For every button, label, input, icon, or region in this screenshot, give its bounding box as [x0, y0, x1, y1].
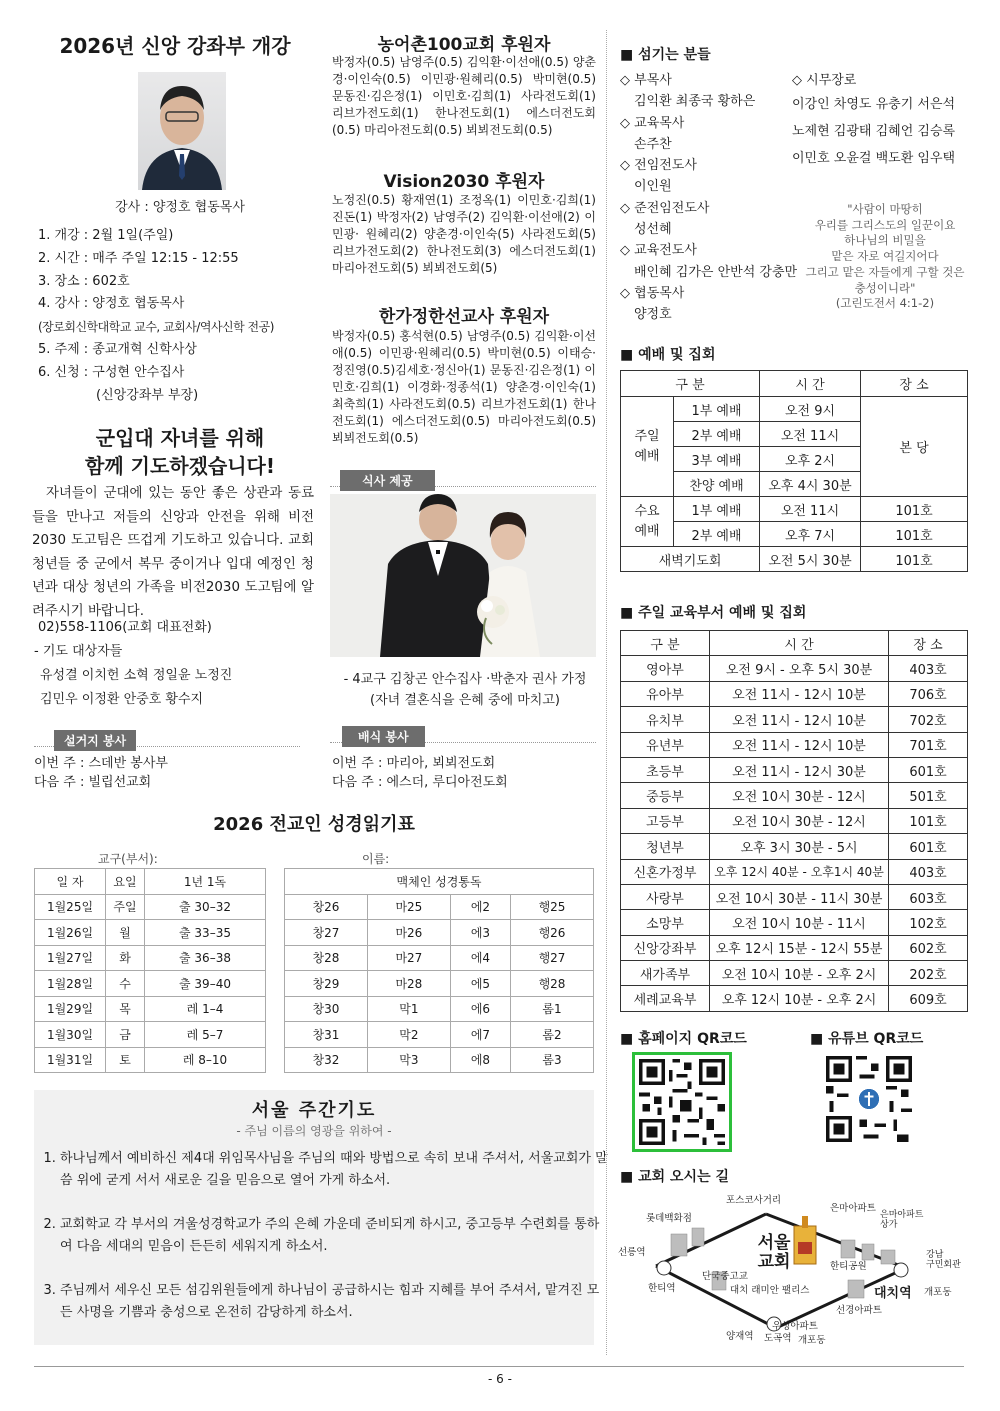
dept-name: 신혼가정부: [621, 859, 710, 884]
map-label: 포스코사거리: [726, 1195, 782, 1206]
reading-passage: 창29: [285, 971, 368, 997]
reading-day: 금: [106, 1022, 145, 1048]
lecture-item: 3. 장소 : 602호: [38, 273, 130, 289]
lecture-caption: 강사 : 양정호 협동목사: [115, 200, 245, 215]
service-name: 3부 예배: [674, 447, 760, 472]
table-row: [285, 945, 594, 971]
military-title-line2: 함께 기도하겠습니다!: [85, 454, 275, 478]
map-label-church: 서울 교회: [757, 1233, 791, 1272]
dept-name: 유아부: [621, 681, 710, 706]
donor-list: 박정자(0.5) 남영주(0.5) 김익환·이선애(0.5) 양춘경·이인숙(0.5) 이민광·원혜리(0.5) 박미현(0.5) 문동진·김은정(1) 이민호·김희(1) 사라전도회(1) 리브가전도회(1) 한나전도회(1) 에스더전도회(0.5) 마리아전도회(0.5) 뵈뵈전도회(0.5): [332, 55, 596, 137]
map-label: 단국중고교: [702, 1271, 748, 1282]
table-row: [35, 1022, 266, 1048]
military-title: [30, 424, 330, 480]
reading-passage: 에7: [450, 1022, 510, 1048]
reading-passage: 레 8–10: [145, 1047, 266, 1073]
service-time: 오전 5시 30분: [760, 547, 861, 572]
dept-name: 세례교육부: [621, 986, 710, 1011]
reading-passage: 에2: [450, 894, 510, 920]
reading-day: 월: [106, 920, 145, 946]
dept-name: 신앙강좌부: [621, 935, 710, 960]
page-number: - 6 -: [488, 1372, 512, 1386]
reading-passage: 에8: [450, 1047, 510, 1073]
server-names: 김익환 최종국 황하은: [634, 94, 756, 110]
worship-head: 장 소: [861, 371, 968, 397]
dish-header: [34, 730, 300, 747]
table-row: [621, 884, 968, 909]
worship-head: 시 간: [760, 371, 861, 397]
server-role: ◇ 전임전도사: [620, 158, 697, 174]
military-names: 유성결 이치헌 소혁 정일윤 노정진: [40, 668, 233, 683]
map-label: 대치 래미안 팰리스: [730, 1285, 810, 1296]
verse-line: 하나님의 비밀을: [844, 233, 926, 248]
lecture-title: 2026년 신앙 강좌부 개강: [59, 34, 291, 58]
meal-family: - 4교구 김창곤 안수집사 ·박춘자 권사 가정: [343, 672, 587, 687]
dept-name: 영아부: [621, 656, 710, 681]
reading-passage: 행27: [511, 945, 594, 971]
service-name: 2부 예배: [674, 522, 760, 547]
table-row: [285, 1022, 594, 1048]
edu-head: 구 분: [621, 631, 710, 656]
sunday-label: 주일 예배: [621, 397, 674, 497]
reading-day: 주일: [106, 894, 145, 920]
worship-title: ■ 예배 및 집회: [620, 344, 715, 364]
dept-time: 오전 10시 30분 - 12시: [710, 808, 889, 833]
server-names: 양정호: [634, 307, 672, 323]
reading-table-year: [34, 868, 266, 1073]
dept-name: 청년부: [621, 834, 710, 859]
lecture-item: 5. 주제 : 종교개혁 신학사상: [38, 341, 197, 357]
dept-time: 오전 11시 - 12시 10분: [710, 681, 889, 706]
meal-header: [330, 470, 596, 487]
dept-name: 고등부: [621, 808, 710, 833]
reading-date: 1월31일: [35, 1047, 106, 1073]
dept-place: 609호: [889, 986, 968, 1011]
lecture-item: 1. 개강 : 2월 1일(주일): [38, 228, 174, 243]
homepage-qr-code[interactable]: [632, 1052, 732, 1152]
service-name: 새벽기도회: [621, 547, 760, 572]
meal-reason: (자녀 결혼식을 은혜 중에 마치고): [370, 693, 560, 708]
service-place: 101호: [861, 522, 968, 547]
military-list-label: - 기도 대상자들: [34, 644, 123, 659]
server-names: 성선혜: [634, 222, 672, 238]
donor-list: 박정자(0.5) 홍석현(0.5) 남영주(0.5) 김익환·이선애(0.5) 이민광·원혜리(0.5) 박미현(0.5) 이태승·정진영(0.5)김세호·정신아(1) 문동진·김은정(1) 이민호·김희(1) 이경화·정종석(1) 양춘경·이인숙(1) 최축희(1) 사라전도회(0.5) 리브가전도회(1) 한나전도회(1) 에스더전도회(0.5) 마리아전도회(0.5) 뵈뵈전도회(0.5): [332, 329, 596, 445]
service-time: 오후 2시: [760, 447, 861, 472]
donor-title: 한가정한선교사 후원자: [378, 307, 550, 327]
lecture-info: [38, 225, 328, 407]
serve-next-week: 다음 주 : 에스더, 루디아전도회: [332, 775, 508, 790]
service-name: 1부 예배: [674, 497, 760, 522]
table-row: [285, 1047, 594, 1073]
wedding-photo: [330, 494, 596, 657]
reading-passage: 행28: [511, 971, 594, 997]
military-title-line1: 군입대 자녀를 위해: [95, 426, 265, 450]
reading-passage: 막1: [367, 996, 450, 1022]
worship-head: 구 분: [621, 371, 760, 397]
service-place: 101호: [861, 497, 968, 522]
servers-title: ■ 섬기는 분들: [620, 44, 711, 64]
reading-passage: 행26: [511, 920, 594, 946]
service-time: 오후 7시: [760, 522, 861, 547]
table-row: [621, 522, 968, 547]
reading-passage: 창27: [285, 920, 368, 946]
prayer-title: 서울 주간기도: [251, 1100, 377, 1121]
dept-name: 새가족부: [621, 961, 710, 986]
donor-list: 노정진(0.5) 황재연(1) 조정옥(1) 이민호·김희(1) 진돈(1) 박정자(2) 남영주(2) 김익환·이선애(2) 이민광· 원혜리(2) 양춘경·이인숙(5) 사라전도회(5) 리브가전도회(2) 한나전도회(3) 에스더전도회(1) 마리아전도회(5) 뵈뵈전도회(5): [332, 193, 596, 275]
dept-place: 601호: [889, 834, 968, 859]
serve-label: 배식 봉사: [342, 726, 425, 747]
military-body: 자녀들이 군대에 있는 동안 좋은 상관과 동료들을 만나고 저들의 신앙과 안전을 위해 비전2030 도고팀은 뜨겁게 기도하고 있습니다. 교회 청년들 중 군에서 복무 중이거나 입대 예정인 청년과 대상 청년의 가족을 비전2030 도고팀에 알려주시기 바랍니다.: [32, 486, 314, 619]
dish-next-week: 다음 주 : 빌립선교회: [34, 775, 152, 790]
dept-time: 오후 3시 30분 - 5시: [710, 834, 889, 859]
reading-passage: 창26: [285, 894, 368, 920]
table-row: [621, 707, 968, 732]
service-name: 2부 예배: [674, 422, 760, 447]
dept-name: 중등부: [621, 783, 710, 808]
reading-passage: 창30: [285, 996, 368, 1022]
table-row: [621, 783, 968, 808]
dept-place: 706호: [889, 681, 968, 706]
lecture-item: 6. 신청 : 구성현 안수집사: [38, 364, 185, 380]
table-row: [621, 859, 968, 884]
reading-passage: 마27: [367, 945, 450, 971]
server-role: ◇ 교육목사: [620, 115, 685, 131]
table-row: [35, 894, 266, 920]
prayer-item: 1. 하나님께서 예비하신 제4대 위임목사님을 주님의 때와 방법으로 속히 보내 주셔서, 서울교회가 말씀 위에 굳게 서서 새로운 길을 믿음으로 열어 가게 하소서.: [60, 1148, 608, 1192]
edu-table: [620, 630, 968, 1012]
lecture-item: (장로회신학대학교 교수, 교회사/역사신학 전공): [38, 320, 274, 335]
table-row: [35, 971, 266, 997]
reading-passage: 출 36–38: [145, 945, 266, 971]
donor-title: Vision2030 후원자: [383, 172, 545, 192]
dept-place: 403호: [889, 859, 968, 884]
service-name: 1부 예배: [674, 397, 760, 422]
table-row: [621, 910, 968, 935]
reading-name-label: 이름:: [362, 852, 390, 866]
reading-passage: 마25: [367, 894, 450, 920]
reading-district-label: 교구(부서):: [98, 852, 158, 866]
lecture-item: 2. 시간 : 매주 주일 12:15 - 12:55: [38, 250, 239, 266]
reading-passage: 에4: [450, 945, 510, 971]
meal-label: 식사 제공: [340, 470, 435, 491]
serve-header: [330, 726, 596, 743]
table-row: [285, 894, 594, 920]
reading-passage: 롬2: [511, 1022, 594, 1048]
reading-passage: 에6: [450, 996, 510, 1022]
map-label: 우성아파트: [772, 1321, 818, 1332]
map-label: 롯데백화점: [646, 1213, 692, 1224]
service-time: 오후 4시 30분: [760, 472, 861, 497]
lecture-item: (신앙강좌부 부장): [96, 387, 199, 403]
dept-time: 오전 10시 10분 - 오후 2시: [710, 961, 889, 986]
donor-title: 농어촌100교회 후원자: [377, 35, 551, 55]
reading-passage: 롬1: [511, 996, 594, 1022]
server-names: 이인원: [634, 179, 672, 195]
map-label: 도곡역: [764, 1333, 792, 1344]
military-names: 김민우 이정환 안중호 황수지: [40, 692, 204, 707]
server-names: 이민호 오윤걸 백도환 임우택: [792, 151, 956, 166]
table-row: [621, 547, 968, 572]
table-row: [621, 834, 968, 859]
dept-time: 오전 11시 - 12시 10분: [710, 707, 889, 732]
qr-home-title: ■ 홈페이지 QR코드: [620, 1028, 747, 1048]
service-place: 본 당: [861, 397, 968, 497]
map-label: 강남 구민회관: [926, 1250, 961, 1270]
reading-date: 1월30일: [35, 1022, 106, 1048]
reading-passage: 레 1–4: [145, 996, 266, 1022]
dept-place: 601호: [889, 757, 968, 782]
prayer-item: 2. 교회학교 각 부서의 겨울성경학교가 주의 은혜 가운데 준비되게 하시고, 중고등부 수련회를 통하여 다음 세대의 믿음이 든든히 세워지게 하소서.: [60, 1214, 608, 1258]
military-phone: 02)558-1106(교회 대표전화): [38, 620, 212, 635]
dept-place: 701호: [889, 732, 968, 757]
dept-place: 102호: [889, 910, 968, 935]
dept-place: 403호: [889, 656, 968, 681]
dept-name: 초등부: [621, 757, 710, 782]
reading-passage: 에3: [450, 920, 510, 946]
table-row: [621, 656, 968, 681]
table-row: [621, 808, 968, 833]
edu-head: 시 간: [710, 631, 889, 656]
dept-place: 702호: [889, 707, 968, 732]
dish-label: 설거지 봉사: [54, 730, 136, 751]
table-row: [621, 681, 968, 706]
map-label: 은마아파트: [830, 1203, 876, 1214]
map-label: 대치역: [874, 1286, 912, 1301]
reading-head: 요일: [106, 869, 145, 895]
wed-label: 수요 예배: [621, 497, 674, 547]
dept-time: 오전 9시 - 오후 5시 30분: [710, 656, 889, 681]
verse-line: "사람이 마땅히: [847, 202, 923, 216]
dept-name: 유치부: [621, 707, 710, 732]
dept-time: 오후 12시 40분 - 오후1시 40분: [710, 859, 889, 884]
reading-table-mccheyne: [284, 868, 594, 1073]
reading-head: 1년 1독: [145, 869, 266, 895]
reading-passage: 롬3: [511, 1047, 594, 1073]
reading-title: 2026 전교인 성경읽기표: [213, 814, 415, 835]
reading-date: 1월25일: [35, 894, 106, 920]
verse-line: 맡은 자로 여길지어다: [831, 249, 939, 264]
dept-time: 오전 10시 30분 - 11시 30분: [710, 884, 889, 909]
table-row: [35, 920, 266, 946]
table-row: [285, 971, 594, 997]
server-role: ◇ 교육전도사: [620, 243, 697, 259]
qr-youtube-title: ■ 유튜브 QR코드: [810, 1028, 923, 1048]
reading-day: 수: [106, 971, 145, 997]
reading-passage: 마26: [367, 920, 450, 946]
verse-line: 우리를 그리스도의 일꾼이요: [814, 217, 956, 232]
server-role: ◇ 협동목사: [620, 285, 685, 301]
server-names: 손주찬: [634, 136, 672, 152]
servers-left: [620, 70, 800, 326]
verse-line: 그리고 맡은 자들에게 구할 것은: [805, 264, 965, 279]
worship-table: [620, 370, 968, 572]
reading-passage: 레 5–7: [145, 1022, 266, 1048]
table-row: [621, 497, 968, 522]
server-role: ◇ 준전임전도사: [620, 200, 710, 216]
dept-place: 202호: [889, 961, 968, 986]
column-divider: [606, 30, 607, 1355]
table-row: [35, 945, 266, 971]
dept-time: 오전 11시 - 12시 30분: [710, 757, 889, 782]
server-role: ◇ 시무장로: [792, 73, 857, 88]
service-time: 오전 11시: [760, 422, 861, 447]
reading-day: 화: [106, 945, 145, 971]
reading-head: 맥체인 성경통독: [285, 869, 594, 895]
reading-passage: 막3: [367, 1047, 450, 1073]
table-row: [621, 935, 968, 960]
service-name: 찬양 예배: [674, 472, 760, 497]
map-label: 은마아파트 상가: [880, 1210, 924, 1230]
map-label: 선릉역: [618, 1247, 646, 1258]
verse-line: 충성이니라": [854, 280, 916, 295]
reading-date: 1월27일: [35, 945, 106, 971]
map-label: 양재역: [726, 1331, 754, 1342]
reading-passage: 행25: [511, 894, 594, 920]
verse-line: (고린도전서 4:1-2): [835, 296, 935, 311]
table-row: [621, 757, 968, 782]
service-time: 오전 9시: [760, 397, 861, 422]
dept-place: 501호: [889, 783, 968, 808]
prayer-item: 3. 주님께서 세우신 모든 섬김위원들에게 하나님이 공급하시는 힘과 지혜를 부어 주셔서, 맡겨진 모든 사명을 기쁨과 충성으로 온전히 감당하게 하소서.: [60, 1280, 608, 1324]
reading-date: 1월29일: [35, 996, 106, 1022]
lecture-item: 4. 강사 : 양정호 협동목사: [38, 296, 185, 312]
server-role: ◇ 부목사: [620, 73, 672, 88]
map-label: 한티역: [648, 1283, 676, 1294]
map-title: ■ 교회 오시는 길: [620, 1166, 729, 1186]
dept-name: 사랑부: [621, 884, 710, 909]
server-names: 노제현 김광태 김혜언 김승록: [792, 124, 956, 139]
table-row: [621, 732, 968, 757]
table-row: [621, 397, 968, 422]
reading-passage: 막2: [367, 1022, 450, 1048]
dept-time: 오후 12시 15분 - 12시 55분: [710, 935, 889, 960]
server-names: 배인혜 김가은 안반석 강충만: [634, 264, 798, 280]
map-label: 개포동: [798, 1335, 826, 1346]
table-row: [35, 1047, 266, 1073]
lecturer-photo: [138, 72, 226, 190]
reading-passage: 창28: [285, 945, 368, 971]
dept-time: 오전 11시 - 12시 10분: [710, 732, 889, 757]
dish-this-week: 이번 주 : 스데반 봉사부: [34, 756, 168, 771]
edu-head: 장 소: [889, 631, 968, 656]
reading-head: 일 자: [35, 869, 106, 895]
reading-passage: 출 30–32: [145, 894, 266, 920]
map-label: 선경아파트: [836, 1305, 882, 1316]
table-row: [621, 961, 968, 986]
reading-passage: 출 39–40: [145, 971, 266, 997]
table-row: [621, 986, 968, 1011]
footer-rule: [34, 1366, 964, 1367]
reading-day: 토: [106, 1047, 145, 1073]
map-label: 개포동: [924, 1287, 952, 1298]
service-time: 오전 11시: [760, 497, 861, 522]
dept-place: 603호: [889, 884, 968, 909]
reading-date: 1월28일: [35, 971, 106, 997]
dept-name: 유년부: [621, 732, 710, 757]
service-place: 101호: [861, 547, 968, 572]
reading-passage: 마28: [367, 971, 450, 997]
reading-day: 목: [106, 996, 145, 1022]
reading-passage: 출 33–35: [145, 920, 266, 946]
youtube-qr-code[interactable]: [822, 1052, 916, 1146]
edu-title: ■ 주일 교육부서 예배 및 집회: [620, 602, 806, 622]
prayer-list: [40, 1148, 608, 1346]
server-names: 이강인 차영도 유충기 서은석: [792, 97, 956, 112]
serve-this-week: 이번 주 : 마리아, 뵈뵈전도회: [332, 756, 496, 771]
reading-date: 1월26일: [35, 920, 106, 946]
dept-place: 602호: [889, 935, 968, 960]
table-row: [285, 996, 594, 1022]
servers-right: [792, 70, 972, 172]
dept-name: 소망부: [621, 910, 710, 935]
dept-time: 오전 10시 30분 - 12시: [710, 783, 889, 808]
dept-time: 오후 12시 10분 - 오후 2시: [710, 986, 889, 1011]
map-label: 한티공원: [830, 1261, 867, 1272]
table-row: [35, 996, 266, 1022]
reading-passage: 창31: [285, 1022, 368, 1048]
dept-time: 오전 10시 10분 - 11시: [710, 910, 889, 935]
prayer-subtitle: - 주님 이름의 영광을 위하여 -: [236, 1124, 392, 1138]
table-row: [285, 920, 594, 946]
bible-verse: [790, 202, 980, 312]
reading-passage: 창32: [285, 1047, 368, 1073]
reading-passage: 에5: [450, 971, 510, 997]
dept-place: 101호: [889, 808, 968, 833]
